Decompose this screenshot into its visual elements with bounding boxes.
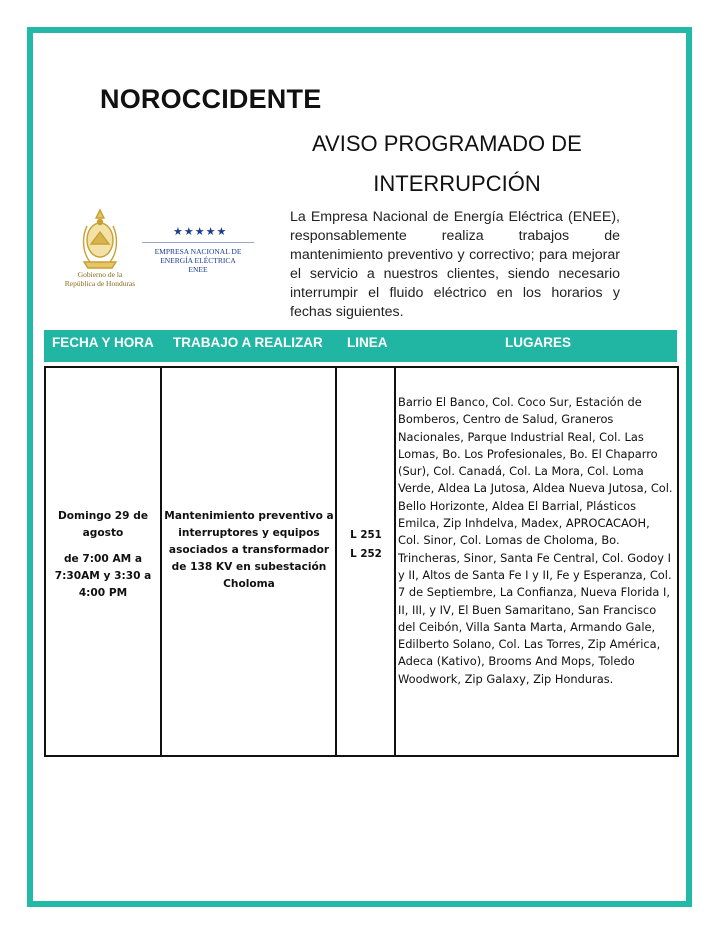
region-title: NOROCCIDENTE: [100, 84, 322, 114]
enee-caption-line2: ENERGÍA ELÉCTRICA: [160, 256, 236, 265]
logo-divider: [142, 242, 254, 243]
fecha-line: Domingo 29 de: [57, 510, 149, 522]
gobierno-honduras-logo: [60, 206, 140, 296]
table-header: [44, 330, 677, 362]
fecha-line: agosto: [82, 527, 124, 539]
notice-title-line2: INTERRUPCIÓN: [373, 171, 541, 196]
intro-paragraph: La Empresa Nacional de Energía Eléctrica (ENEE), responsablemente realiza trabajos de mantenimiento preventivo y correctivo; para mejorar el servicio a nuestros clientes, siendo necesario interrumpir el fluido eléctrico en los horarios y fechas siguientes.: [290, 209, 620, 320]
header-trabajo: TRABAJO A REALIZAR: [173, 335, 323, 350]
linea-value: L 252: [350, 548, 382, 560]
enee-caption-line1: EMPRESA NACIONAL DE: [154, 247, 242, 256]
cell-lugares: Barrio El Banco, Col. Coco Sur, Estación de Bomberos, Centro de Salud, Graneros Nacionales, Parque Industrial Real, Col. Las Lomas, Bo. Los Profesionales, Bo. El Chaparro (Sur), Col. Canadá, Col. La Mora, Col. Loma Verde, Aldea La Jutosa, Aldea Nueva Jutosa, Col. Bello Horizonte, Aldea El Barrial, Plásticos Emilca, Zip Inhdelva, Madex, APROCACAOH, Col. Sinor, Col. Lomas de Choloma, Bo. Trincheras, Sinor, Santa Fe Central, Col. Godoy I y II, Altos de Santa Fe I y II, Fe y Esperanza, Col. 7 de Septiembre, La Confianza, Nueva Florida I, II, III, y IV, El Buen Samaritano, San Francisco del Ceibón, Villa Santa Marta, Armando Gale, Edilberto Solano, Col. Las Torres, Zip América, Adeca (Kativo), Brooms And Mops, Toledo Woodwork, Zip Galaxy, Zip Honduras.: [398, 395, 673, 686]
enee-caption-line3: ENEE: [188, 265, 208, 274]
notice-title-line1: AVISO PROGRAMADO DE: [312, 131, 582, 156]
gobierno-caption-line1: Gobierno de la: [77, 270, 123, 279]
coat-of-arms-icon: [60, 206, 140, 270]
cell-linea: [338, 526, 394, 564]
cell-trabajo: Mantenimiento preventivo a interruptores y equipos asociados a transformador de 138 KV en subestación Choloma: [164, 510, 334, 590]
column-divider: [394, 368, 396, 755]
header-fecha-hora: FECHA Y HORA: [52, 335, 154, 350]
header-lugares: LUGARES: [505, 335, 572, 350]
schedule-table: [44, 366, 679, 757]
enee-logo: [140, 222, 256, 292]
gobierno-caption-line2: República de Honduras: [64, 279, 136, 288]
linea-value: L 251: [350, 529, 382, 541]
hora-line: de 7:00 AM a: [63, 553, 143, 565]
header-linea: LINEA: [347, 335, 388, 350]
cell-fecha-hora: [46, 508, 160, 602]
hora-line: 7:30AM y 3:30 a: [54, 570, 152, 582]
stars-icon: ★★★★★: [173, 226, 228, 238]
hora-line: 4:00 PM: [78, 587, 128, 599]
